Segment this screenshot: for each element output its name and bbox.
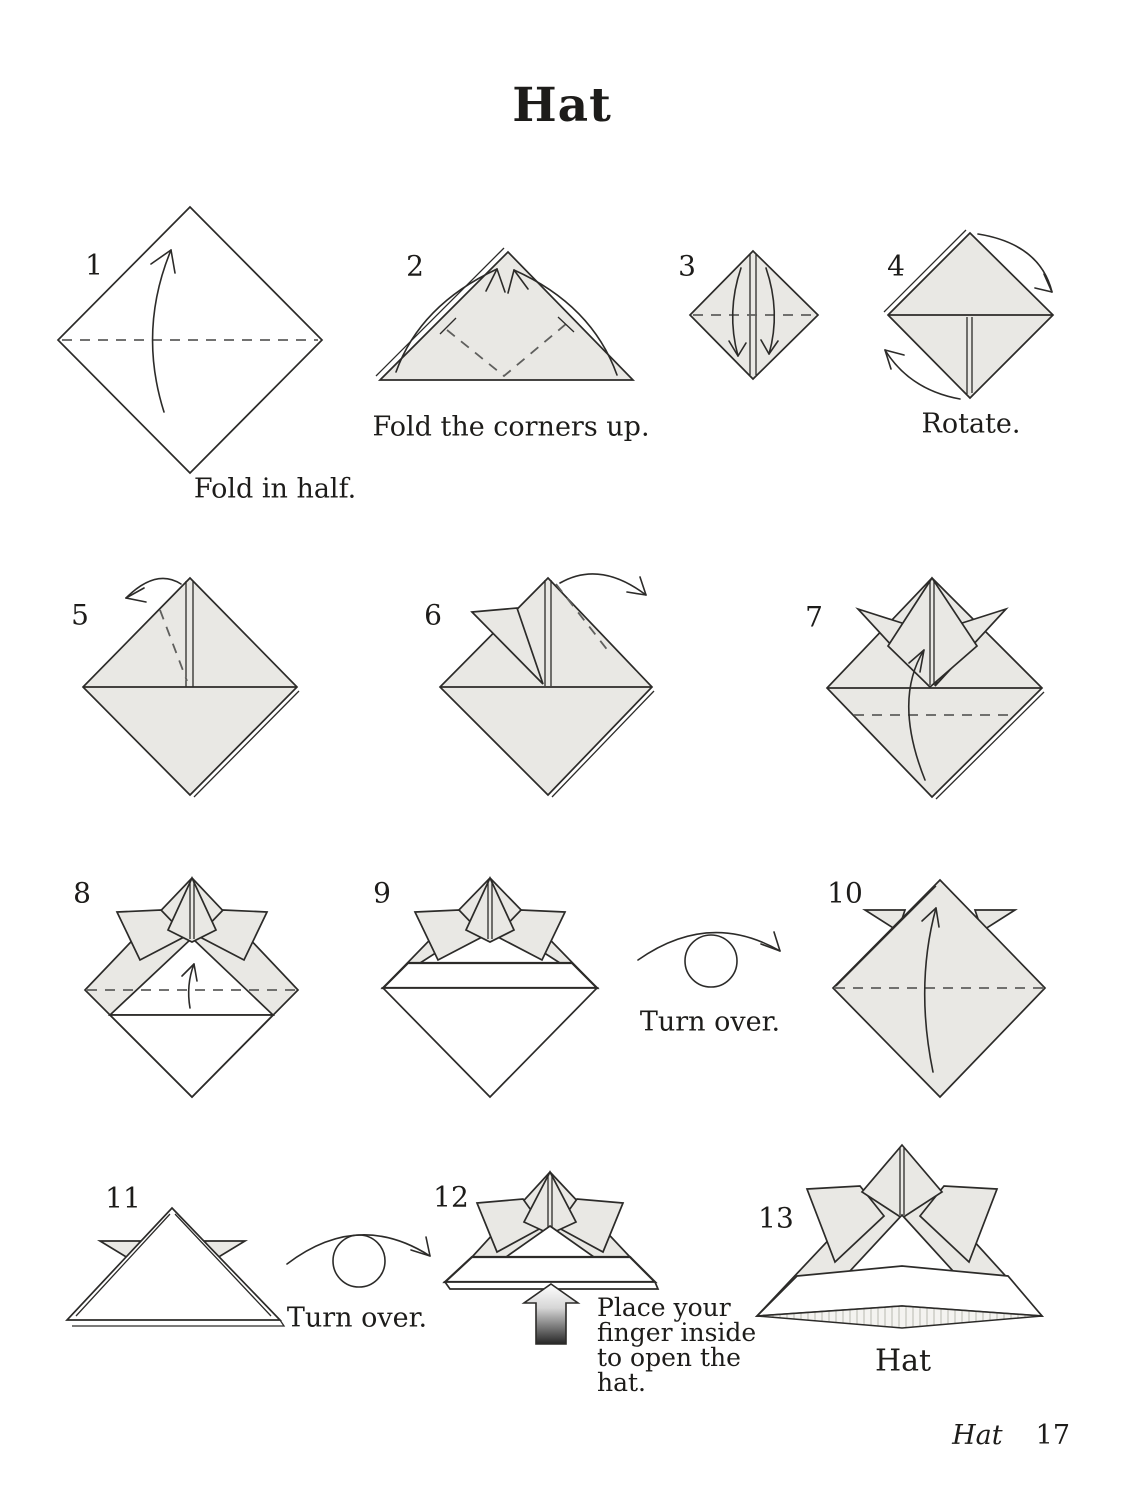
step-1-diagram [58,207,322,473]
step-number-1: 1 [85,248,103,282]
step-8-diagram [85,878,298,1097]
rotate-arrowhead-bottom [885,350,904,369]
turn-over-arrowhead [761,932,780,951]
paper-triangle [67,1208,280,1320]
step-number-12: 12 [433,1180,469,1214]
finger-insert-arrow [524,1284,578,1344]
turn-over-label-1: Turn over. [639,1006,781,1038]
step-number-9: 9 [373,876,391,910]
step-6-diagram [440,574,654,797]
step-number-3: 3 [678,249,696,283]
step-1-caption: Fold in half. [193,473,357,505]
step-number-2: 2 [406,249,424,283]
turn-over-label-2: Turn over. [286,1302,428,1334]
bottom-triangle [383,988,597,1097]
turn-over-arrow [638,933,780,960]
step-number-8: 8 [73,876,91,910]
fold-arrow [560,574,646,595]
step-number-13: 13 [758,1201,794,1235]
step-5-diagram [83,578,299,797]
bottom-layer-edge [72,1320,284,1326]
step-10-diagram [833,880,1045,1097]
step-number-7: 7 [805,600,823,634]
step-9-diagram [383,878,597,1097]
turn-over-circle [685,935,737,987]
footer-page-number: 17 [1035,1420,1070,1451]
step-13-caption: Hat [874,1343,932,1379]
footer-chapter-title: Hat [952,1420,1003,1451]
brim-band [445,1257,655,1282]
step-number-5: 5 [71,598,89,632]
step-11-diagram [67,1208,284,1326]
turn-over-symbol-1 [638,932,780,987]
step-4-diagram [884,230,1053,399]
turn-over-symbol-2 [287,1235,430,1287]
step-number-10: 10 [827,876,863,910]
turn-over-circle [333,1235,385,1287]
page-title: Hat [512,78,612,133]
brim-band [383,963,597,988]
step-7-diagram [827,578,1044,799]
step-13-diagram [757,1145,1042,1328]
step-3-diagram [690,251,818,379]
bottom-triangle [110,1015,273,1097]
step-2-caption: Fold the corners up. [372,411,650,443]
step-number-4: 4 [887,249,905,283]
step-4-caption: Rotate. [921,408,1021,440]
page-footer [952,1420,1070,1451]
paper-diamond [833,880,1045,1097]
turn-over-arrow [287,1235,430,1264]
step-number-6: 6 [424,598,442,632]
step-12-caption: Place your finger inside to open the hat. [597,1293,757,1397]
step-number-11: 11 [105,1181,141,1215]
